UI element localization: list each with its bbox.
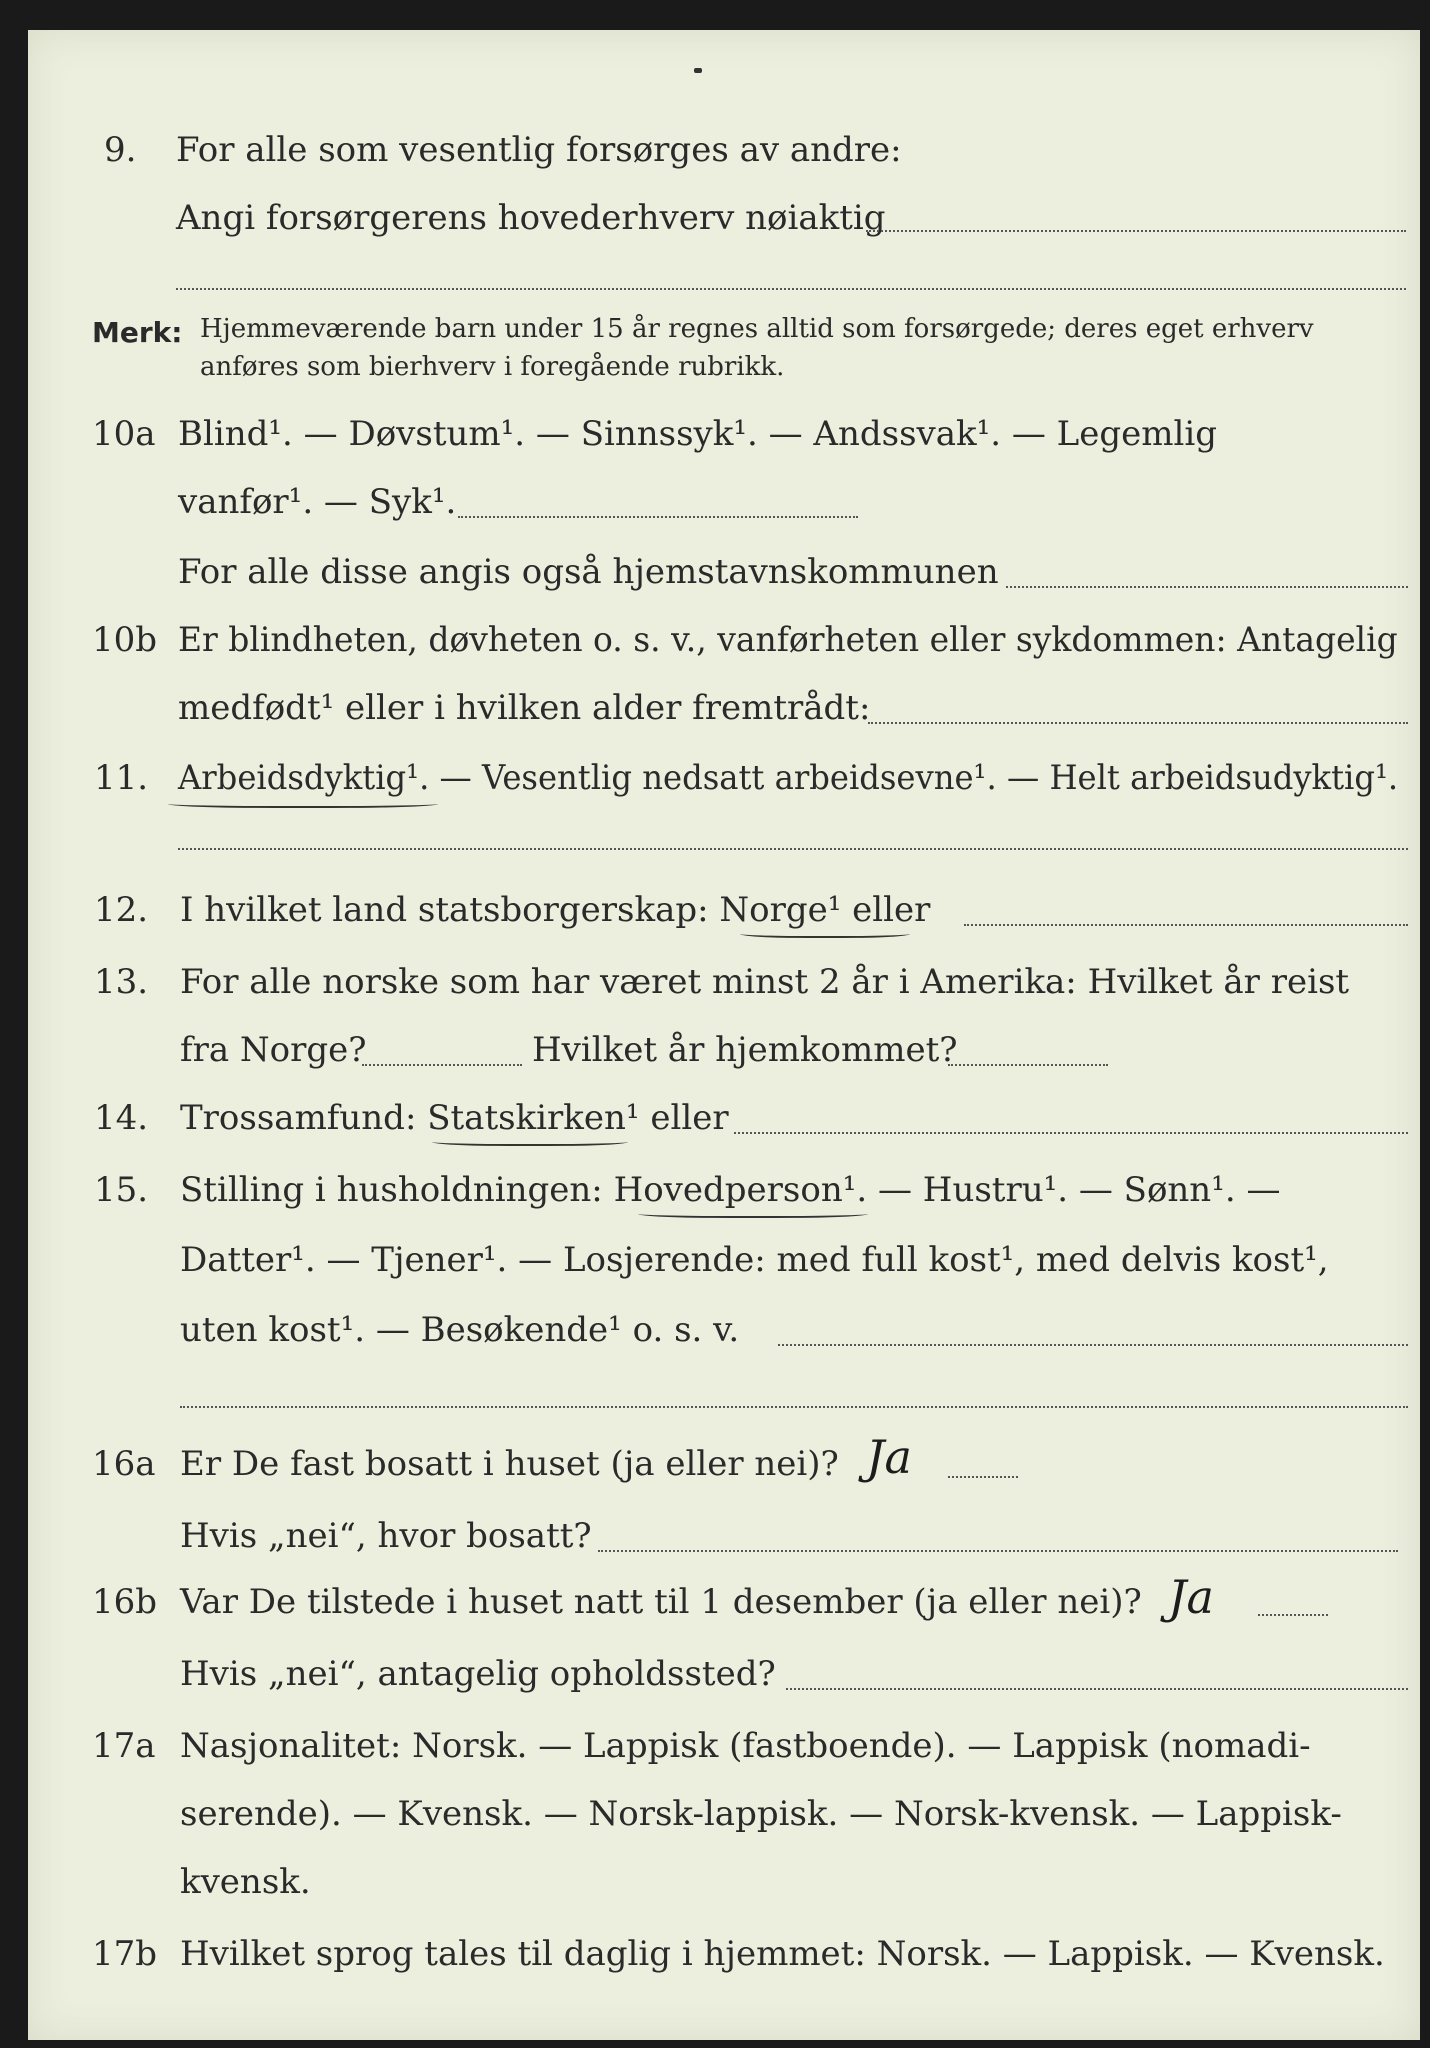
item-14-number: 14.: [94, 1098, 149, 1138]
item-16b-handwritten-answer: Ja: [1168, 1570, 1214, 1624]
item-16b-location-field[interactable]: [786, 1688, 1408, 1690]
item-9-number: 9.: [104, 130, 137, 170]
item-14-selection-underline: [432, 1136, 628, 1146]
item-12-number: 12.: [94, 890, 149, 930]
item-16a-residence-field[interactable]: [598, 1550, 1398, 1552]
item-10a-text-1: Blind¹. — Døvstum¹. — Sinnssyk¹. — Andssvak¹. — Legemlig: [178, 414, 1217, 454]
item-10a-number: 10a: [92, 414, 156, 454]
item-15-answer-field[interactable]: [778, 1344, 1408, 1346]
item-10a-text-2: vanfør¹. — Syk¹.: [178, 482, 457, 522]
item-11-selection-underline: [168, 798, 438, 808]
item-16a-handwritten-answer: Ja: [866, 1430, 912, 1484]
item-13-departure-year-field[interactable]: [362, 1064, 522, 1066]
merk-label: Merk:: [92, 316, 183, 349]
item-15-selection-underline: [638, 1208, 868, 1218]
item-13-text-2a: fra Norge?: [180, 1030, 367, 1070]
item-16a-number: 16a: [92, 1444, 156, 1484]
item-16a-text-1: Er De fast bosatt i huset (ja eller nei)?: [180, 1444, 839, 1484]
item-12-text-1: I hvilket land statsborgerskap: Norge¹ eller: [180, 890, 931, 930]
item-16b-number: 16b: [92, 1582, 158, 1622]
item-10b-text-1: Er blindheten, døvheten o. s. v., vanførheten eller sykdommen: Antagelig: [178, 620, 1398, 660]
item-15-text-3: uten kost¹. — Besøkende¹ o. s. v.: [180, 1310, 740, 1350]
item-15-text-2: Datter¹. — Tjener¹. — Losjerende: med full kost¹, med delvis kost¹,: [180, 1240, 1329, 1280]
item-16a-text-2: Hvis „nei“, hvor bosatt?: [180, 1516, 592, 1556]
item-11-answer-field[interactable]: [178, 848, 1408, 850]
item-17a-text-2: serende). — Kvensk. — Norsk-lappisk. — Norsk-kvensk. — Lappisk-: [180, 1794, 1342, 1834]
merk-text-2: anføres som bierhverv i foregående rubrikk.: [200, 352, 785, 382]
item-17a-text-3: kvensk.: [180, 1862, 311, 1902]
item-10a-text-3: For alle disse angis også hjemstavnskommunen: [178, 552, 999, 592]
item-9-answer-field[interactable]: [866, 230, 1406, 232]
item-10b-answer-field[interactable]: [868, 722, 1408, 724]
item-14-text-1: Trossamfund: Statskirken¹ eller: [180, 1098, 729, 1138]
item-17b-number: 17b: [92, 1934, 158, 1974]
item-9-text-1: For alle som vesentlig forsørges av andre:: [176, 130, 902, 170]
item-13-text-2b: Hvilket år hjemkommet?: [532, 1030, 958, 1070]
item-10a-hometown-field[interactable]: [1006, 586, 1408, 588]
item-17a-number: 17a: [92, 1726, 156, 1766]
item-16b-answer-field[interactable]: [1258, 1614, 1328, 1616]
item-9-text-2: Angi forsørgerens hovederhverv nøiaktig: [176, 198, 886, 238]
item-14-answer-field[interactable]: [734, 1132, 1408, 1134]
item-15-answer-field-2[interactable]: [180, 1406, 1408, 1408]
item-11-text-1: Arbeidsdyktig¹. — Vesentlig nedsatt arbeidsevne¹. — Helt arbeidsudyktig¹.: [178, 758, 1399, 798]
item-13-text-1: For alle norske som har været minst 2 år i Amerika: Hvilket år reist: [180, 962, 1350, 1002]
item-15-number: 15.: [94, 1170, 149, 1210]
item-11-number: 11.: [94, 758, 149, 798]
item-17a-text-1: Nasjonalitet: Norsk. — Lappisk (fastboende). — Lappisk (nomadi-: [180, 1726, 1311, 1766]
merk-text-1: Hjemmeværende barn under 15 år regnes alltid som forsørgede; deres eget erhverv: [200, 314, 1314, 344]
item-16b-text-1: Var De tilstede i huset natt til 1 desember (ja eller nei)?: [180, 1582, 1142, 1622]
ink-dot: [694, 68, 702, 73]
item-12-answer-field[interactable]: [964, 924, 1408, 926]
item-10b-text-2: medfødt¹ eller i hvilken alder fremtrådt:: [178, 688, 871, 728]
item-13-number: 13.: [94, 962, 149, 1002]
census-form-page: [28, 30, 1420, 2040]
item-9-answer-field-2[interactable]: [176, 288, 1406, 290]
item-16a-answer-field[interactable]: [948, 1476, 1018, 1478]
item-16b-text-2: Hvis „nei“, antagelig opholdssted?: [180, 1654, 776, 1694]
item-12-selection-underline: [740, 928, 910, 938]
item-10a-answer-field[interactable]: [458, 516, 858, 518]
item-13-return-year-field[interactable]: [948, 1064, 1108, 1066]
item-17b-text-1: Hvilket sprog tales til daglig i hjemmet: Norsk. — Lappisk. — Kvensk.: [180, 1934, 1385, 1974]
item-10b-number: 10b: [92, 620, 158, 660]
item-15-text-1: Stilling i husholdningen: Hovedperson¹. — Hustru¹. — Sønn¹. —: [180, 1170, 1281, 1210]
